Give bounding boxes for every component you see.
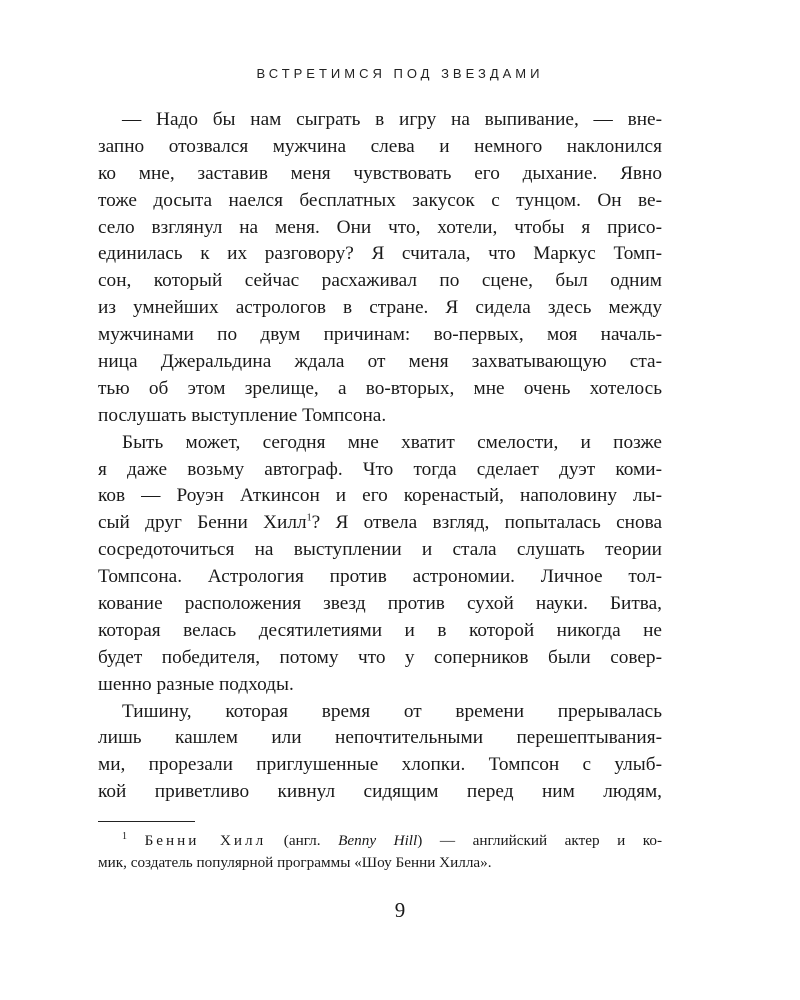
footnote-marker: 1 [122,830,127,842]
running-head: ВСТРЕТИМСЯ ПОД ЗВЕЗДАМИ [256,66,544,81]
footnote-text: (англ. [283,832,321,849]
footnote-line [98,830,662,852]
text-line: единилась к их разговору? Я считала, что Маркус Томп- [98,243,662,265]
text-line: тоже досыта наелся бесплатных закусок с тунцом. Он ве- [98,189,662,211]
footnote-divider [98,821,195,822]
text-line: кование расположения звезд против сухой науки. Битва, [98,593,662,615]
text-line: мужчинами по двум причинам: во-первых, моя началь- [98,324,662,346]
text-line: будет победителя, потому что у соперников были совер- [98,646,662,668]
text-line: — Надо бы нам сыграть в игру на выпивание, — вне- [122,109,662,130]
text-line: Тишину, которая время от времени прерывалась [122,700,662,722]
text-line: сосредоточиться на выступлении и стала слушать теории [98,539,662,561]
text-line: которая велась десятилетиями и в которой никогда не [98,619,662,641]
text-line-with-footnote-ref [98,510,662,537]
footnote [98,830,662,874]
footnote-line: мик, создатель популярной программы «Шоу Бенни Хилла». [98,854,492,871]
footnote-reference: 1 [306,512,312,524]
text-line: сон, который сейчас расхаживал по сцене, был одним [98,270,662,292]
text-line: запно отозвался мужчина слева и немного наклонился [98,135,662,157]
text-line: послушать выступление Томпсона. [98,404,387,426]
text-line: Быть может, сегодня мне хватит смелости, и позже [122,431,662,453]
text-line: ница Джеральдина ждала от меня захватывающую ста- [98,351,662,373]
text-line: ко мне, заставив меня чувствовать его дыхание. Явно [98,162,662,184]
text-segment: сый друг Бенни Хилл [98,512,307,534]
text-line: шенно разные подходы. [98,673,294,695]
footnote-text: ) — английский актер и ко- [417,832,662,849]
footnote-english-name: Benny Hill [338,832,418,849]
text-line: я даже возьму автограф. Что тогда сделает дуэт коми- [98,458,662,480]
text-line: Томпсона. Астрология против астрономии. Личное тол- [98,566,662,588]
text-line: село взглянул на меня. Они что, хотели, чтобы я присо- [98,216,662,238]
text-segment: ? Я отвела взгляд, попыталась снова [311,512,662,534]
footnote-term: Бенни Хилл [144,832,267,849]
text-line: кой приветливо кивнул сидящим перед ним людям, [98,781,662,803]
page-number: 9 [394,898,406,922]
text-line: ков — Роуэн Аткинсон и его коренастый, наполовину лы- [98,485,662,507]
text-line: ми, прорезали приглушенные хлопки. Томпсон с улыб- [98,754,662,776]
text-line: лишь кашлем или непочтительными перешептывания- [98,727,662,749]
body-text [98,107,662,806]
text-line: из умнейших астрологов в стране. Я сидела здесь между [98,297,662,319]
text-line: тью об этом зрелище, а во-вторых, мне очень хотелось [98,377,662,399]
